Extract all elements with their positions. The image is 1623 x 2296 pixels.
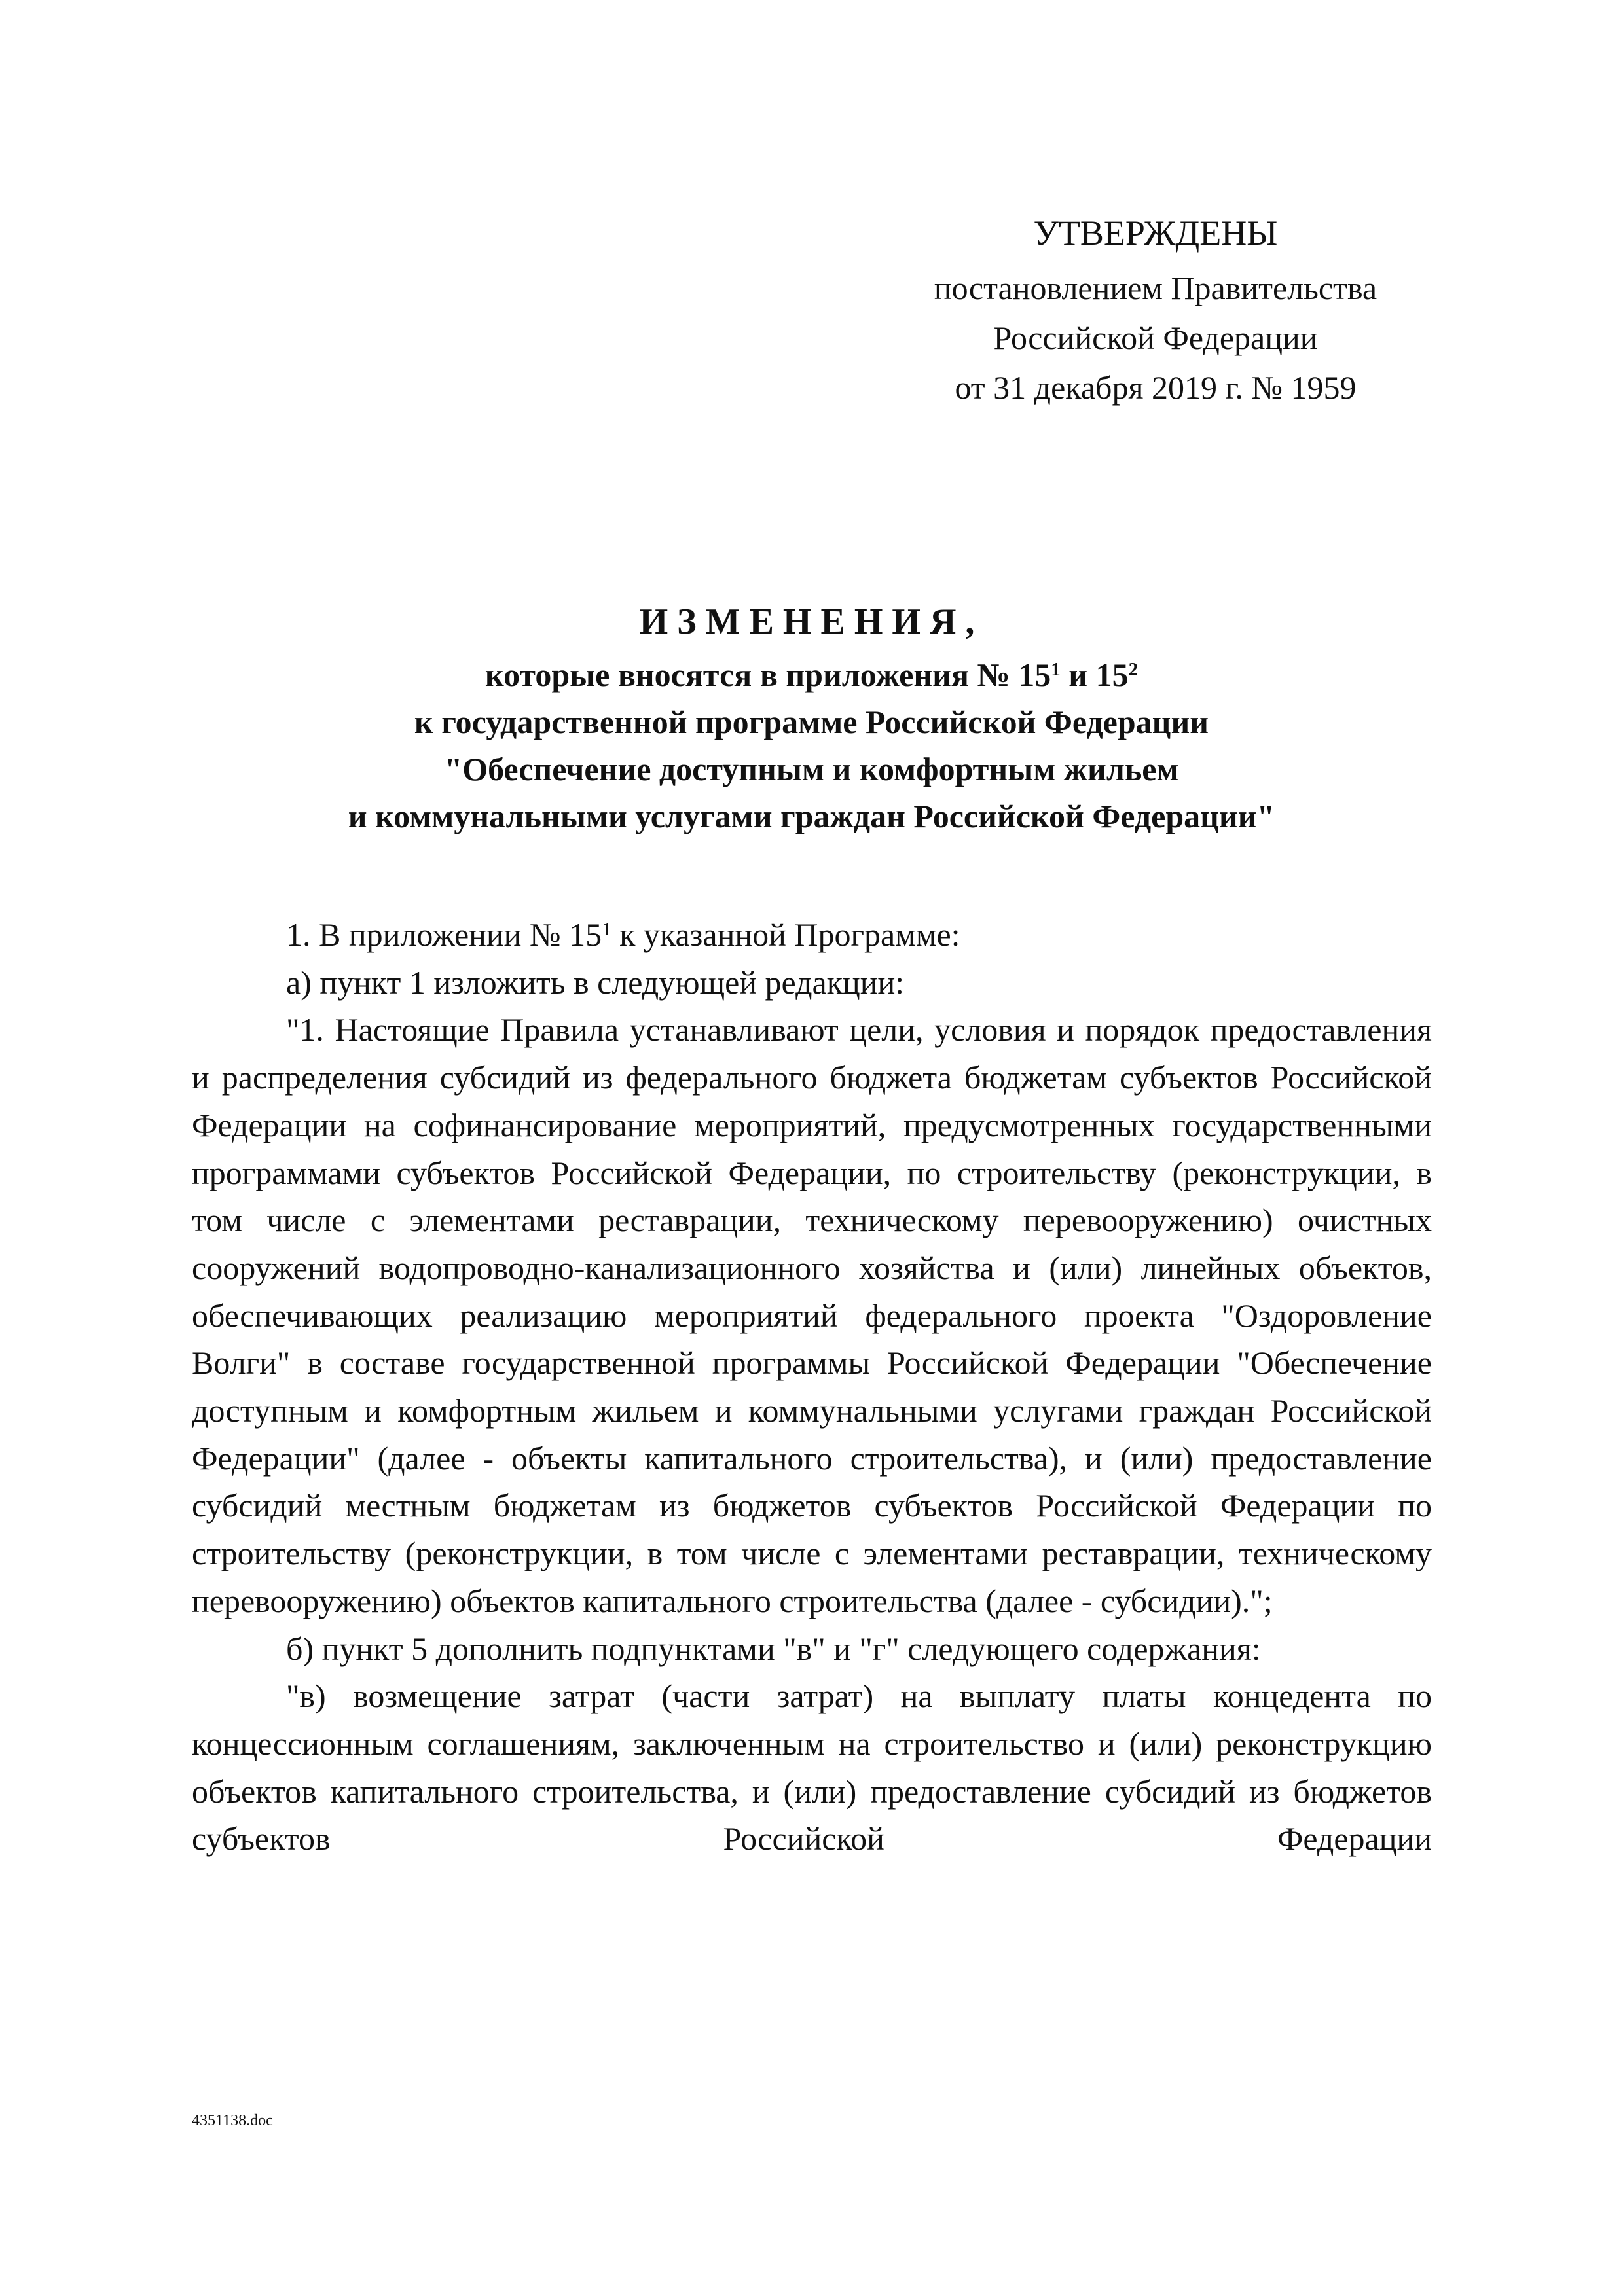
paragraph-2: а) пункт 1 изложить в следующей редакции:	[286, 963, 905, 1001]
document-footer: 4351138.doc	[192, 2112, 273, 2129]
heading-line-4: и коммунальными услугами граждан Российской Федерации"	[348, 798, 1275, 834]
paragraph-4: б) пункт 5 дополнить подпунктами "в" и "г" следующего содержания:	[286, 1630, 1261, 1667]
heading-sup-1: 1	[1051, 659, 1061, 681]
paragraph-3: "1. Настоящие Правила устанавливают цели, условия и порядок предоставления и распределения субсидий из федерального бюджета бюджетам субъектов Российской Федерации на софинансирование мероприятий, предусмотренных государственными программами субъектов Российской Федерации, по строительству (реконструкции, в том числе с элементами реставрации, техническому перевооружению) очистных сооружений водопроводно-канализационного хозяйства и (или) линейных объектов, обеспечивающих реализацию мероприятий федерального проекта "Оздоровление Волги" в составе государственной программы Российской Федерации "Обеспечение доступным и комфортным жильем и коммунальными услугами граждан Российской Федерации" (далее - объекты капитального строительства), и (или) предоставление субсидий местным бюджетам из бюджетов субъектов Российской Федерации по строительству (реконструкции, в том числе с элементами реставрации, техническому перевооружению) объектов капитального строительства (далее - субсидии).";	[192, 1011, 1432, 1619]
paragraph-1-sup: 1	[602, 919, 611, 941]
paragraph-5: "в) возмещение затрат (части затрат) на выплату платы концедента по концессионным соглашениям, заключенным на строительство и (или) реконструкцию объектов капитального строительства, и (или) предоставление субсидий из бюджетов субъектов Российской Федерации	[192, 1677, 1432, 1857]
document-heading	[0, 592, 1623, 840]
heading-title: ИЗМЕНЕНИЯ,	[639, 601, 984, 642]
heading-sup-2: 2	[1128, 659, 1139, 681]
approval-line-3: от 31 декабря 2019 г. № 1959	[955, 369, 1357, 406]
approval-line-2: Российской Федерации	[993, 319, 1318, 356]
approval-title: УТВЕРЖДЕНЫ	[1033, 213, 1278, 253]
heading-line-1	[0, 651, 1623, 698]
approval-line-1: постановлением Правительства	[934, 270, 1377, 306]
document-body	[192, 911, 1432, 1863]
paragraph-1-text: 1. В приложении № 15	[286, 916, 602, 953]
heading-line-1-text: которые вносятся в приложения № 15	[484, 656, 1051, 693]
paragraph-1	[192, 911, 1432, 959]
heading-line-1-mid: и 15	[1060, 656, 1129, 693]
heading-line-3: "Обеспечение доступным и комфортным жильем	[444, 751, 1179, 787]
approval-stamp	[887, 208, 1424, 412]
heading-line-2: к государственной программе Российской Федерации	[414, 704, 1209, 740]
paragraph-1-tail: к указанной Программе:	[611, 916, 960, 953]
